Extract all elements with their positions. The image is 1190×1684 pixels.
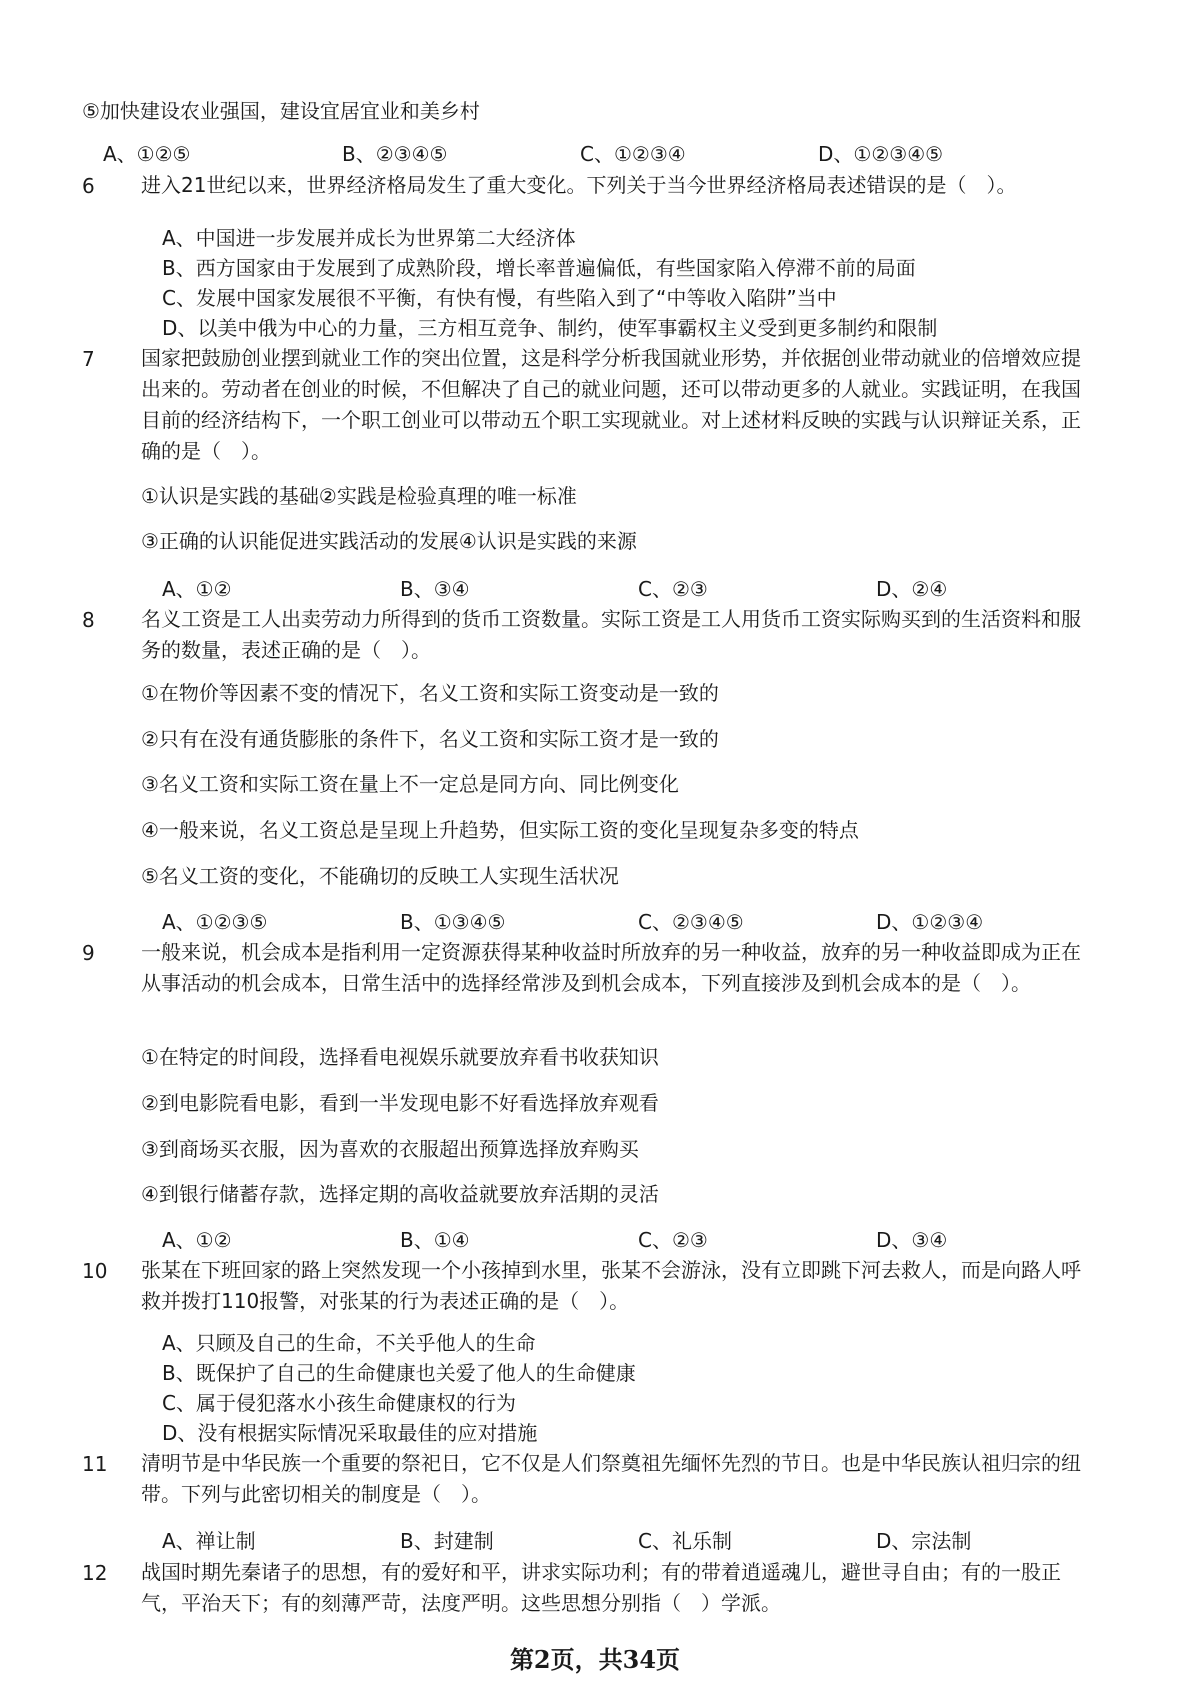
question-number: 7 <box>82 347 95 371</box>
option-a: A、①②③⑤ <box>162 910 268 934</box>
statement-item: ③名义工资和实际工资在量上不一定总是同方向、同比例变化 <box>141 772 679 796</box>
option-a: A、中国进一步发展并成长为世界第二大经济体 <box>162 226 576 250</box>
option-c: C、礼乐制 <box>638 1529 732 1553</box>
option-c: C、②③④⑤ <box>638 910 744 934</box>
option-b: B、封建制 <box>400 1529 494 1553</box>
statement-item: ⑤名义工资的变化，不能确切的反映工人实现生活状况 <box>141 864 619 888</box>
question-stem: 战国时期先秦诸子的思想，有的爱好和平，讲求实际功利；有的带着逍遥魂儿，避世寻自由；有的一股正气，平治天下；有的刻薄严苛，法度严明。这些思想分别指（ ）学派。 <box>141 1560 1061 1615</box>
statement-item-5: ⑤加快建设农业强国，建设宜居宜业和美乡村 <box>82 99 480 123</box>
question-stem: 清明节是中华民族一个重要的祭祀日，它不仅是人们祭奠祖先缅怀先烈的节日。也是中华民族认祖归宗的纽带。下列与此密切相关的制度是（ ）。 <box>141 1451 1081 1506</box>
option-d: D、①②③④⑤ <box>818 142 944 166</box>
option-b: B、③④ <box>400 577 470 601</box>
statement-item: ②到电影院看电影，看到一半发现电影不好看选择放弃观看 <box>141 1091 659 1115</box>
option-a: A、①②⑤ <box>103 142 191 166</box>
option-a: A、①② <box>162 577 232 601</box>
statement-item: ②只有在没有通货膨胀的条件下，名义工资和实际工资才是一致的 <box>141 727 719 751</box>
option-c: C、②③ <box>638 1228 708 1252</box>
page-footer: 第2页，共34页 <box>509 1645 681 1674</box>
option-d: D、宗法制 <box>876 1529 972 1553</box>
statement-item: ④一般来说，名义工资总是呈现上升趋势，但实际工资的变化呈现复杂多变的特点 <box>141 818 859 842</box>
option-c: C、发展中国家发展很不平衡，有快有慢，有些陷入到了“中等收入陷阱”当中 <box>162 286 837 310</box>
option-a: A、只顾及自己的生命，不关乎他人的生命 <box>162 1331 536 1355</box>
option-d: D、①②③④ <box>876 910 984 934</box>
option-b: B、既保护了自己的生命健康也关爱了他人的生命健康 <box>162 1361 636 1385</box>
question-number: 6 <box>82 174 95 198</box>
statement-item: ①在物价等因素不变的情况下，名义工资和实际工资变动是一致的 <box>141 681 719 705</box>
question-number: 10 <box>82 1259 108 1283</box>
question-stem: 张某在下班回家的路上突然发现一个小孩掉到水里，张某不会游泳，没有立即跳下河去救人，而是向路人呼救并拨打110报警，对张某的行为表述正确的是（ ）。 <box>141 1258 1081 1313</box>
option-d: D、③④ <box>876 1228 948 1252</box>
statement-item: ①认识是实践的基础②实践是检验真理的唯一标准 <box>141 484 577 508</box>
option-b: B、西方国家由于发展到了成熟阶段，增长率普遍偏低，有些国家陷入停滞不前的局面 <box>162 256 916 280</box>
question-number: 11 <box>82 1452 108 1476</box>
option-d: D、②④ <box>876 577 948 601</box>
option-a: A、禅让制 <box>162 1529 256 1553</box>
question-stem: 名义工资是工人出卖劳动力所得到的货币工资数量。实际工资是工人用货币工资实际购买到的生活资料和服务的数量，表述正确的是（ ）。 <box>141 607 1081 662</box>
question-number: 8 <box>82 608 95 632</box>
statement-item: ①在特定的时间段，选择看电视娱乐就要放弃看书收获知识 <box>141 1045 659 1069</box>
option-c: C、属于侵犯落水小孩生命健康权的行为 <box>162 1391 516 1415</box>
question-stem: 进入21世纪以来，世界经济格局发生了重大变化。下列关于当今世界经济格局表述错误的是（ ）。 <box>141 173 1017 197</box>
statement-item: ④到银行储蓄存款，选择定期的高收益就要放弃活期的灵活 <box>141 1182 659 1206</box>
option-c: C、①②③④ <box>580 142 686 166</box>
option-d: D、以美中俄为中心的力量，三方相互竞争、制约，使军事霸权主义受到更多制约和限制 <box>162 316 938 340</box>
option-a: A、①② <box>162 1228 232 1252</box>
option-d: D、没有根据实际情况采取最佳的应对措施 <box>162 1421 538 1445</box>
question-number: 12 <box>82 1561 108 1585</box>
statement-item: ③正确的认识能促进实践活动的发展④认识是实践的来源 <box>141 529 637 553</box>
option-b: B、②③④⑤ <box>342 142 448 166</box>
option-b: B、①③④⑤ <box>400 910 506 934</box>
option-c: C、②③ <box>638 577 708 601</box>
question-number: 9 <box>82 941 95 965</box>
question-stem: 国家把鼓励创业摆到就业工作的突出位置，这是科学分析我国就业形势，并依据创业带动就业的倍增效应提出来的。劳动者在创业的时候，不但解决了自己的就业问题，还可以带动更多的人就业。实践证明，在我国目前的经济结构下，一个职工创业可以带动五个职工实现就业。对上述材料反映的实践与认识辩证关系，正确的是（ ）。 <box>141 346 1081 463</box>
option-b: B、①④ <box>400 1228 470 1252</box>
statement-item: ③到商场买衣服，因为喜欢的衣服超出预算选择放弃购买 <box>141 1137 639 1161</box>
question-stem: 一般来说，机会成本是指利用一定资源获得某种收益时所放弃的另一种收益，放弃的另一种收益即成为正在从事活动的机会成本，日常生活中的选择经常涉及到机会成本，下列直接涉及到机会成本的是（ ）。 <box>141 940 1081 995</box>
